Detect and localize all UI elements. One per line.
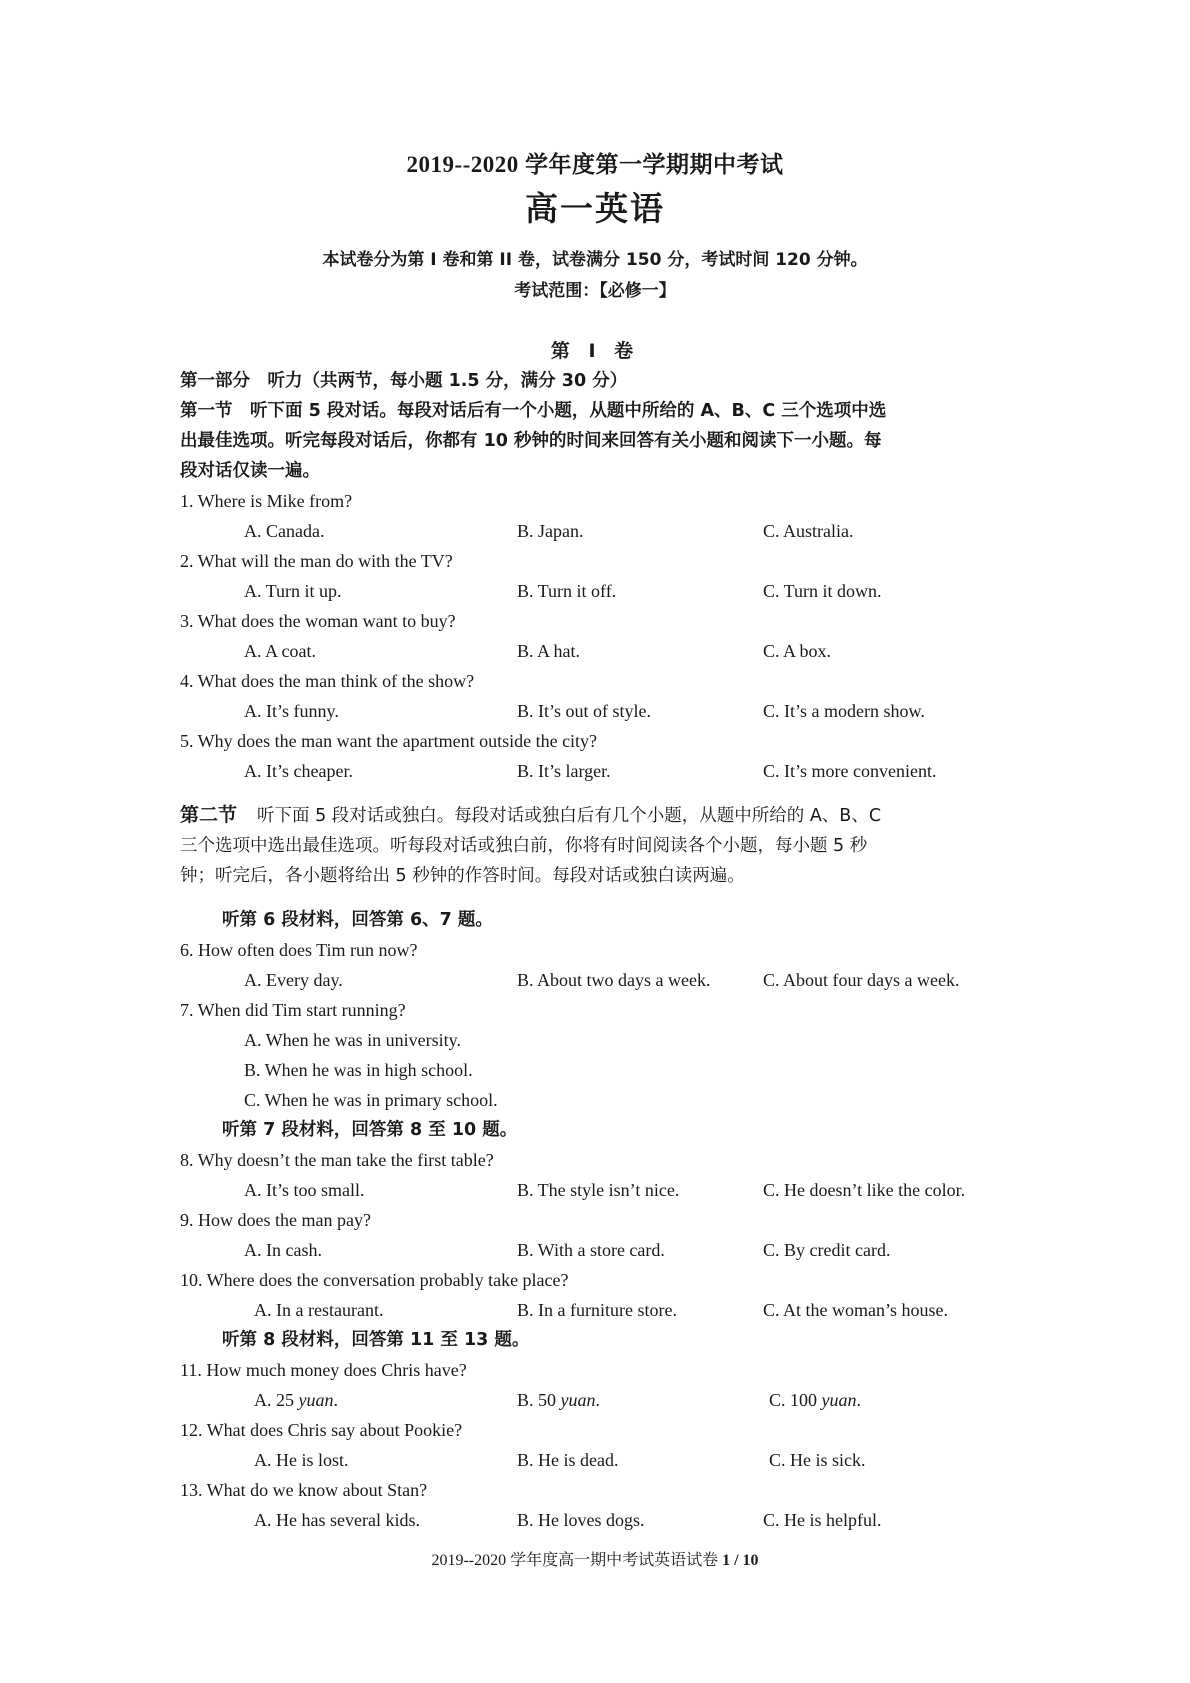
question-7 — [180, 995, 1020, 1115]
options-row — [180, 1445, 1020, 1475]
option-a: A. Turn it up. — [244, 581, 342, 601]
options-row — [180, 1235, 1020, 1265]
options-row — [180, 756, 1020, 786]
option-b: B. In a furniture store. — [517, 1300, 677, 1320]
part1-heading: 第一部分 听力（共两节，每小题 1.5 分，满分 30 分） — [180, 371, 628, 391]
instruction-line: 段对话仅读一遍。 — [180, 461, 320, 481]
question-12 — [180, 1415, 1020, 1475]
option-b: B. Japan. — [517, 521, 584, 541]
question-text: 13. What do we know about Stan? — [180, 1480, 428, 1500]
question-9 — [180, 1205, 1020, 1265]
question-text: 2. What will the man do with the TV? — [180, 551, 453, 571]
option-b — [517, 1385, 600, 1415]
options-row — [180, 1175, 1020, 1205]
instruction-line: 第一节 听下面 5 段对话。每段对话后有一个小题，从题中所给的 A、B、C 三个选项中选 — [180, 401, 887, 421]
option-a: A. It’s cheaper. — [244, 761, 353, 781]
option-a: A. Every day. — [244, 970, 343, 990]
spacer — [180, 786, 1020, 800]
option-a: A. In a restaurant. — [254, 1300, 384, 1320]
option-c: C. He is sick. — [769, 1450, 866, 1470]
material-6-label: 听第 6 段材料，回答第 6、7 题。 — [222, 910, 493, 930]
subject-title: 高一英语 — [525, 192, 665, 228]
section2-instructions — [180, 800, 1020, 891]
currency-unit: yuan — [298, 1390, 334, 1410]
question-11 — [180, 1355, 1020, 1415]
option-b: B. He is dead. — [517, 1450, 619, 1470]
option-c: C. He is helpful. — [763, 1510, 882, 1530]
options-row — [180, 576, 1020, 606]
option-b: B. He loves dogs. — [517, 1510, 645, 1530]
option-a: A. In cash. — [244, 1240, 322, 1260]
question-3 — [180, 606, 1020, 666]
question-6 — [180, 935, 1020, 995]
option-value: B. 50 — [517, 1390, 557, 1410]
period: . — [333, 1390, 338, 1410]
option-b: B. The style isn’t nice. — [517, 1180, 680, 1200]
instruction-line: 钟；听完后，各小题将给出 5 秒钟的作答时间。每段对话或独白读两遍。 — [180, 866, 745, 886]
question-4 — [180, 666, 1020, 726]
exam-info-line: 本试卷分为第 I 卷和第 II 卷，试卷满分 150 分，考试时间 120 分钟。 — [322, 250, 868, 270]
option-c: C. He doesn’t like the color. — [763, 1180, 966, 1200]
option-c: C. By credit card. — [763, 1240, 891, 1260]
options-row — [180, 516, 1020, 546]
option-c: C. It’s more convenient. — [763, 761, 937, 781]
question-text: 3. What does the woman want to buy? — [180, 611, 456, 631]
options-row — [180, 1295, 1020, 1325]
period: . — [856, 1390, 862, 1410]
option-c — [769, 1385, 861, 1415]
option-b: B. A hat. — [517, 641, 581, 661]
instruction-line — [180, 800, 1020, 831]
option-c: C. When he was in primary school. — [244, 1090, 498, 1110]
section1-instructions — [180, 396, 1020, 486]
period: . — [595, 1390, 601, 1410]
currency-unit: yuan — [560, 1390, 596, 1410]
page-number: 1 / 10 — [722, 1552, 759, 1569]
question-5 — [180, 726, 1020, 786]
question-8 — [180, 1145, 1020, 1205]
exam-content — [180, 366, 1020, 1535]
option-a — [254, 1385, 338, 1415]
instruction-line: 出最佳选项。听完每段对话后，你都有 10 秒钟的时间来回答有关小题和阅读下一小题。每 — [180, 431, 882, 451]
option-a: A. It’s funny. — [244, 701, 339, 721]
options-row — [180, 1385, 1020, 1415]
page-footer — [0, 1547, 1190, 1570]
option-a: A. Canada. — [244, 521, 325, 541]
option-a: A. It’s too small. — [244, 1180, 365, 1200]
option-c: C. Australia. — [763, 521, 854, 541]
question-2 — [180, 546, 1020, 606]
question-text: 12. What does Chris say about Pookie? — [180, 1420, 463, 1440]
volume-label: 第 I 卷 — [550, 340, 640, 362]
instruction-line: 三个选项中选出最佳选项。听每段对话或独白前，你将有时间阅读各个小题，每小题 5 秒 — [180, 836, 868, 856]
instruction-text: 听下面 5 段对话或独白。每段对话或独白后有几个小题，从题中所给的 A、B、C — [257, 806, 882, 826]
option-a: A. A coat. — [244, 641, 316, 661]
options-row — [180, 1505, 1020, 1535]
options-row — [180, 636, 1020, 666]
option-b: B. It’s larger. — [517, 761, 611, 781]
question-text: 5. Why does the man want the apartment outside the city? — [180, 731, 598, 751]
material-8-label: 听第 8 段材料，回答第 11 至 13 题。 — [222, 1330, 530, 1350]
option-b: B. Turn it off. — [517, 581, 617, 601]
option-c: C. About four days a week. — [763, 970, 960, 990]
exam-scope: 考试范围：【必修一】 — [514, 281, 676, 301]
question-10 — [180, 1265, 1020, 1325]
option-value: C. 100 — [769, 1390, 818, 1410]
question-text: 6. How often does Tim run now? — [180, 940, 418, 960]
option-b: B. With a store card. — [517, 1240, 665, 1260]
question-1 — [180, 486, 1020, 546]
option-a: A. When he was in university. — [244, 1030, 461, 1050]
section2-label: 第二节 — [180, 804, 238, 826]
question-text: 11. How much money does Chris have? — [180, 1360, 467, 1380]
option-c: C. Turn it down. — [763, 581, 882, 601]
exam-title: 2019--2020 学年度第一学期期中考试 — [406, 152, 784, 177]
question-text: 10. Where does the conversation probably take place? — [180, 1270, 569, 1290]
question-text: 4. What does the man think of the show? — [180, 671, 475, 691]
options-row — [180, 965, 1020, 995]
currency-unit: yuan — [821, 1390, 857, 1410]
option-c: C. It’s a modern show. — [763, 701, 925, 721]
options-row — [180, 696, 1020, 726]
question-13 — [180, 1475, 1020, 1535]
question-text: 7. When did Tim start running? — [180, 1000, 406, 1020]
option-a: A. He has several kids. — [254, 1510, 420, 1530]
option-b: B. About two days a week. — [517, 970, 711, 990]
option-b: B. It’s out of style. — [517, 701, 651, 721]
material-7-label: 听第 7 段材料，回答第 8 至 10 题。 — [222, 1120, 518, 1140]
footer-text: 2019--2020 学年度高一期中考试英语试卷 — [431, 1552, 719, 1569]
option-a: A. He is lost. — [254, 1450, 349, 1470]
option-value: A. 25 — [254, 1390, 294, 1410]
option-b: B. When he was in high school. — [244, 1060, 473, 1080]
question-text: 1. Where is Mike from? — [180, 491, 353, 511]
question-text: 9. How does the man pay? — [180, 1210, 371, 1230]
option-c: C. At the woman’s house. — [763, 1300, 948, 1320]
question-text: 8. Why doesn’t the man take the first table? — [180, 1150, 494, 1170]
spacer — [180, 891, 1020, 905]
option-c: C. A box. — [763, 641, 832, 661]
